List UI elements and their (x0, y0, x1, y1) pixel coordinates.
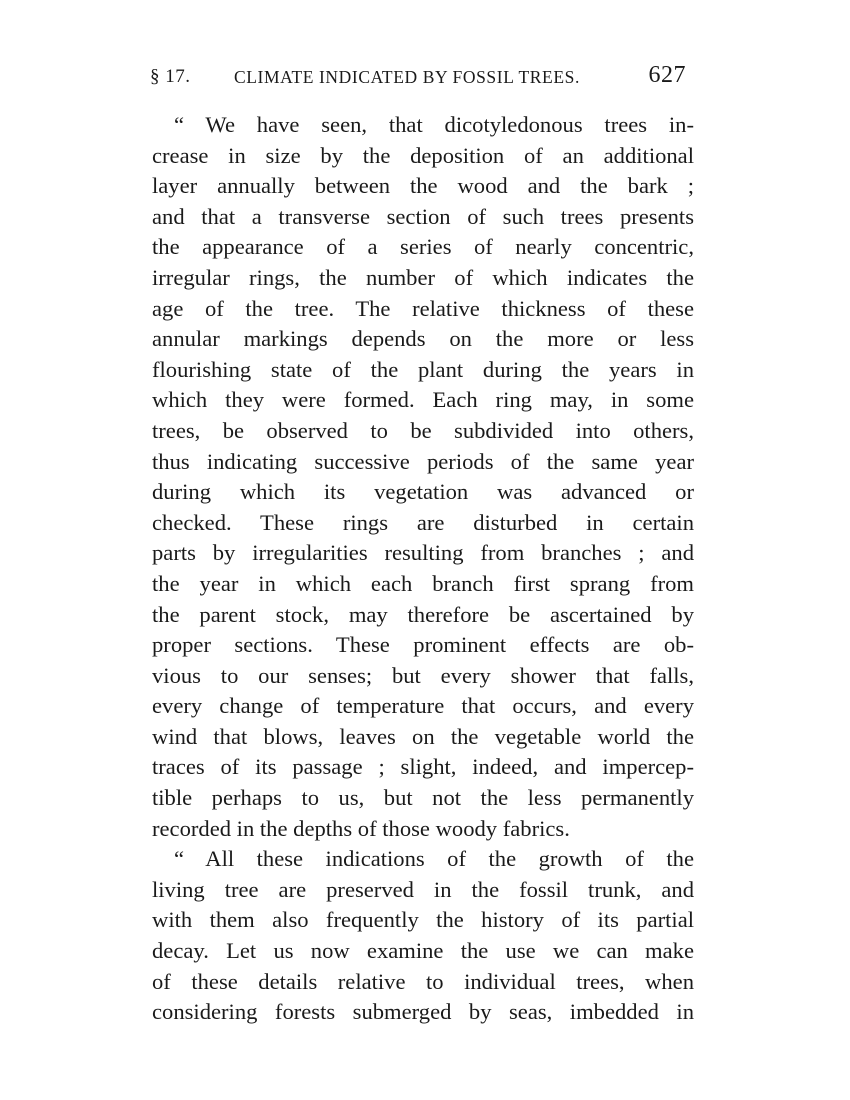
text-line: living tree are preserved in the fossil trunk, and (152, 876, 694, 902)
text-line: which they were formed. Each ring may, in some (152, 387, 694, 413)
text-line: of these details relative to individual trees, when (152, 968, 694, 994)
text-line: proper sections. These prominent effects are ob- (152, 632, 694, 658)
text-line: traces of its passage ; slight, indeed, and impercep- (152, 754, 694, 780)
text-line: the year in which each branch first sprang from (152, 570, 694, 596)
text-line: checked. These rings are disturbed in certain (152, 509, 694, 535)
text-line: age of the tree. The relative thickness of these (152, 295, 694, 321)
text-line: considering forests submerged by seas, imbedded in (152, 999, 694, 1025)
text-line: flourishing state of the plant during the years in (152, 356, 694, 382)
text-line: “ All these indications of the growth of the (174, 846, 694, 872)
text-line: and that a transverse section of such trees presents (152, 203, 694, 229)
running-header (150, 62, 686, 92)
text-line: tible perhaps to us, but not the less permanently (152, 785, 694, 811)
text-line: the parent stock, may therefore be ascertained by (152, 601, 694, 627)
chapter-title: CLIMATE INDICATED BY FOSSIL TREES. (234, 67, 580, 87)
text-line: vious to our senses; but every shower that falls, (152, 662, 694, 688)
page-number: 627 (648, 62, 686, 88)
text-line: the appearance of a series of nearly concentric, (152, 234, 694, 260)
text-line: during which its vegetation was advanced or (152, 479, 694, 505)
text-line: with them also frequently the history of its partial (152, 907, 694, 933)
section-number: § 17. (150, 66, 191, 87)
text-line: annular markings depends on the more or less (152, 326, 694, 352)
body-text (152, 110, 694, 1028)
text-line: decay. Let us now examine the use we can make (152, 938, 694, 964)
text-line: irregular rings, the number of which indicates the (152, 264, 694, 290)
text-line: recorded in the depths of those woody fabrics. (152, 815, 570, 841)
text-line: layer annually between the wood and the bark ; (152, 173, 694, 199)
text-line: trees, be observed to be subdivided into others, (152, 417, 694, 443)
text-line: every change of temperature that occurs, and every (152, 693, 694, 719)
text-line: crease in size by the deposition of an additional (152, 142, 694, 168)
paragraph (152, 110, 694, 844)
text-line: “ We have seen, that dicotyledonous trees in- (174, 112, 694, 137)
text-line: wind that blows, leaves on the vegetable world the (152, 723, 694, 749)
text-line: parts by irregularities resulting from branches ; and (152, 540, 694, 566)
text-line: thus indicating successive periods of the same year (152, 448, 694, 474)
paragraph (152, 844, 694, 1028)
